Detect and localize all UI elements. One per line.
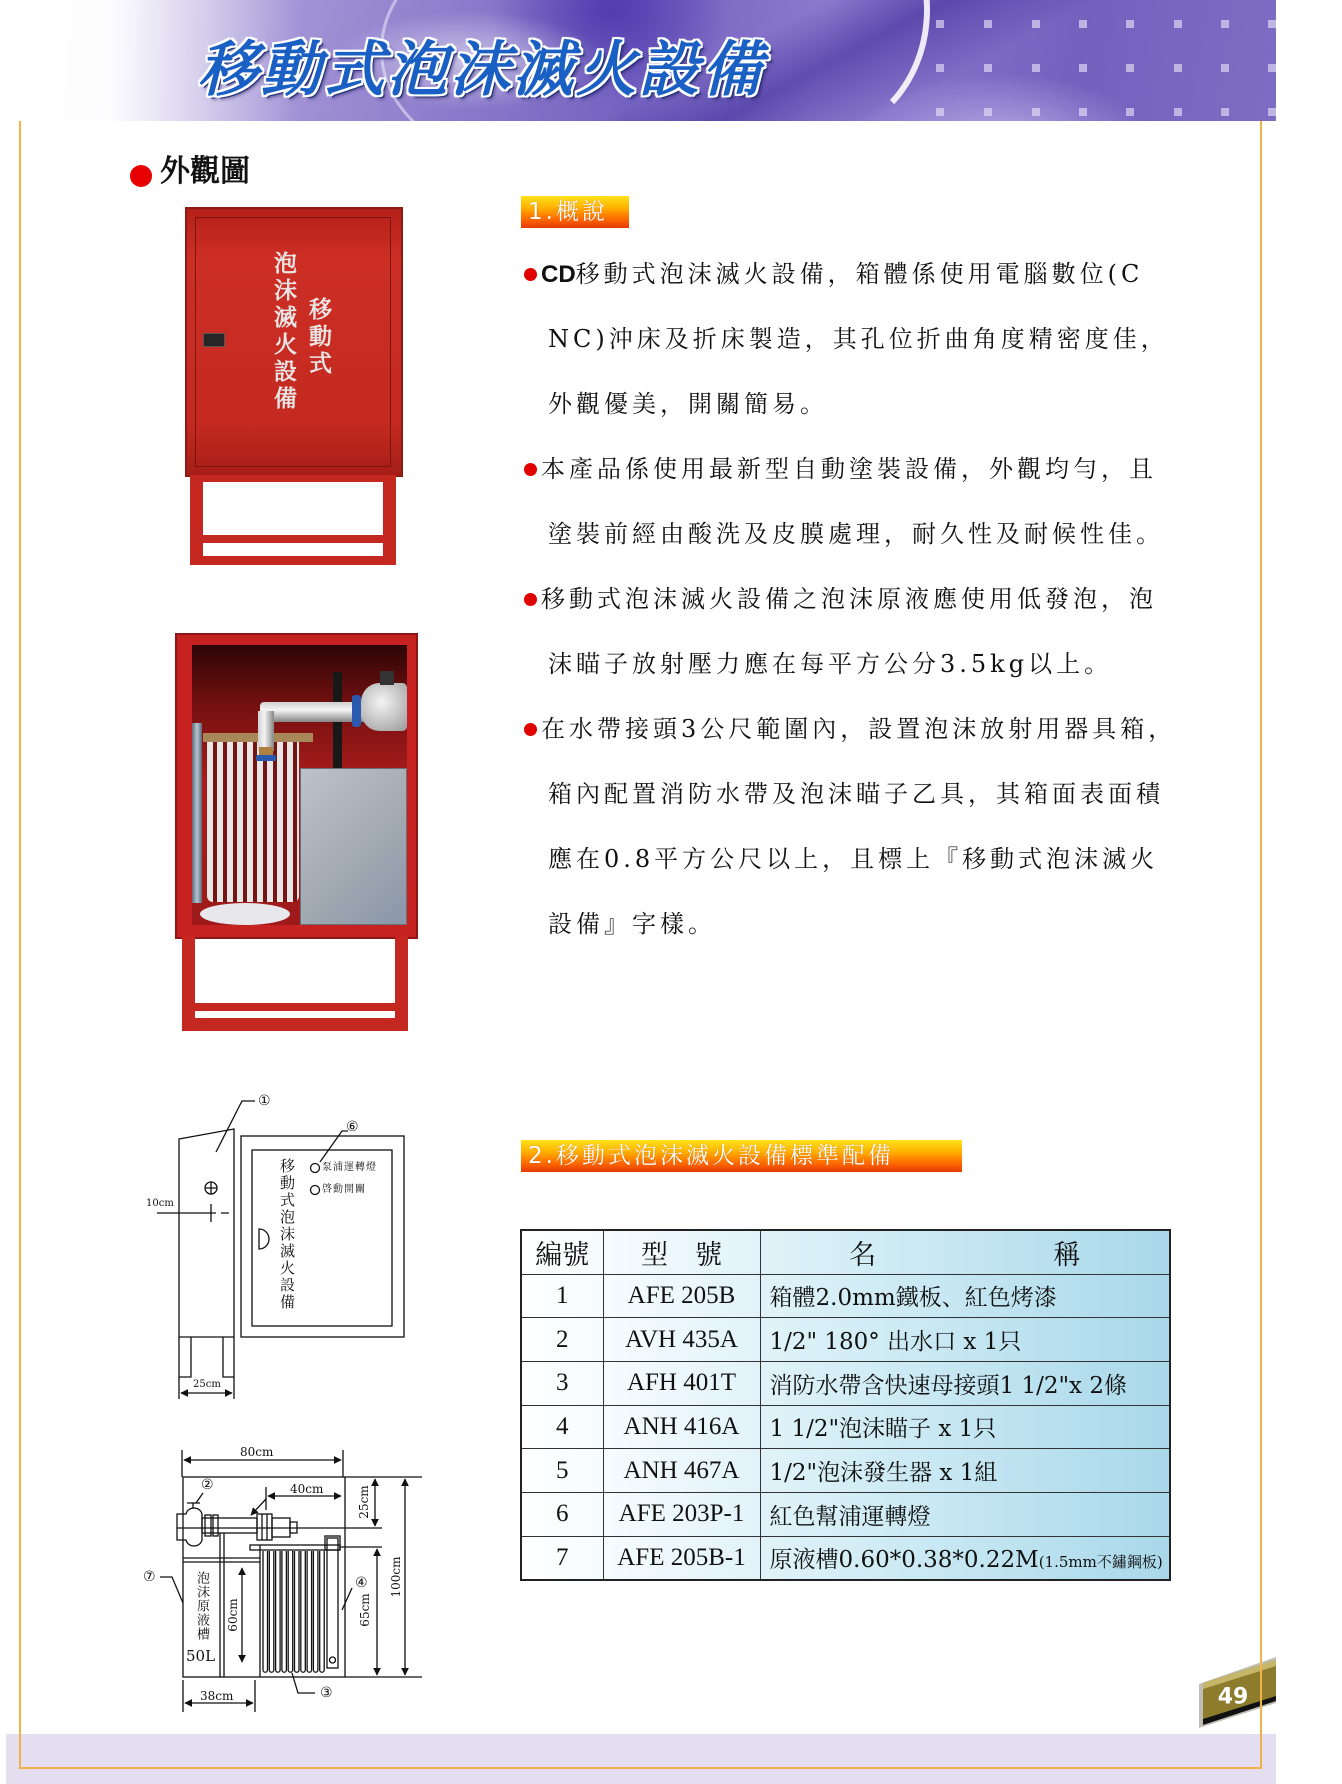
cell-model: AFE 203P-1 xyxy=(603,1492,760,1536)
bullet-line: 箱內配置消防水帶及泡沫瞄子乙具，其箱面表面積 xyxy=(548,780,1164,808)
cabinet-lock-icon xyxy=(203,333,225,347)
valve xyxy=(361,683,407,731)
footer-bar xyxy=(6,1734,1276,1784)
mount-hole-icon xyxy=(205,1182,217,1194)
callout-7: ⑦ xyxy=(143,1569,156,1585)
bullet-line: NC)沖床及折床製造，其孔位折曲角度精密度佳， xyxy=(548,325,1169,353)
stand-rail xyxy=(182,1018,408,1031)
cell-name: 1/2"泡沫發生器 x 1組 xyxy=(760,1449,1170,1493)
callout-leader xyxy=(216,1101,255,1152)
stand-rail xyxy=(190,556,396,565)
dimension-label: 65cm xyxy=(358,1593,372,1627)
stand-rail xyxy=(182,1003,408,1011)
dimension-label: 25cm xyxy=(357,1485,371,1519)
header-number: 編號 xyxy=(521,1230,603,1274)
table-row xyxy=(521,1405,1170,1449)
switch-label: 啓動開關 xyxy=(322,1184,366,1195)
cell-model: AVH 435A xyxy=(603,1318,760,1362)
stand-leg xyxy=(395,937,408,1031)
table-row xyxy=(521,1536,1170,1580)
cell-number: 1 xyxy=(521,1274,603,1318)
cell-model: ANH 467A xyxy=(603,1449,760,1493)
lamp-circle-icon xyxy=(311,1164,320,1173)
bullet-line: 設備』字樣。 xyxy=(548,910,716,938)
callout-6: ⑥ xyxy=(346,1119,359,1135)
dimension-label: 40cm xyxy=(290,1482,324,1496)
panel-vertical-text: 移動式泡沫滅火設備 xyxy=(278,1158,296,1311)
callout-leader xyxy=(292,1673,315,1693)
red-bullet-icon xyxy=(130,165,152,187)
cell-number: 4 xyxy=(521,1405,603,1449)
cabinet-label-main: 泡沫滅火設備 xyxy=(270,251,296,413)
bullet-text: 移動式泡沫滅火設備，箱體係使用電腦數位(C xyxy=(575,260,1144,288)
stand-rail xyxy=(190,475,396,482)
section-heading-appearance: 外觀圖 xyxy=(160,154,250,189)
table-row xyxy=(521,1318,1170,1362)
stand-leg xyxy=(190,475,203,565)
stand-leg xyxy=(383,475,396,565)
dimension-label: 25cm xyxy=(193,1379,221,1390)
callout-leader xyxy=(196,1493,203,1503)
pipe-assembly xyxy=(177,1503,297,1546)
folded-hose xyxy=(207,742,299,902)
cell-name: 紅色幫浦運轉燈 xyxy=(760,1492,1170,1536)
callout-1: ① xyxy=(258,1093,271,1109)
cell-name: 消防水帶含快速母接頭1 1/2"x 2條 xyxy=(760,1361,1170,1405)
header-name-part: 稱 xyxy=(1053,1239,1081,1271)
cell-model: ANH 416A xyxy=(603,1405,760,1449)
dimension-label: 10cm xyxy=(146,1198,174,1209)
header-name-part: 名 xyxy=(849,1239,877,1271)
cell-name: 箱體2.0mm鐵板、紅色烤漆 xyxy=(760,1274,1170,1318)
dimension-label: 80cm xyxy=(240,1445,274,1459)
callout-leader xyxy=(160,1577,183,1603)
lamp-label: 泵浦運轉燈 xyxy=(322,1162,377,1173)
bullet-line xyxy=(520,437,1200,502)
section-label-standard-equipment: 2.移動式泡沫滅火設備標準配備 xyxy=(521,1140,962,1172)
tank-label: 泡沫原液槽 xyxy=(194,1571,209,1641)
bullet-text: 本產品係使用最新型自動塗裝設備，外觀均勻，且 xyxy=(541,455,1157,483)
cell-number: 7 xyxy=(521,1536,603,1580)
cell-number: 3 xyxy=(521,1361,603,1405)
page-number: 49 xyxy=(1217,1684,1249,1710)
header-model: 型 號 xyxy=(603,1230,760,1274)
pipe-elbow xyxy=(258,711,274,751)
table-row xyxy=(521,1274,1170,1318)
vertical-pipe xyxy=(220,1533,224,1677)
overview-bullet-list xyxy=(520,242,1200,957)
red-bullet-icon xyxy=(524,463,537,476)
cell-name-note: (1.5mm不鏽鋼板) xyxy=(1038,1553,1163,1572)
switch-circle-icon xyxy=(311,1186,320,1195)
photo-closed-cabinet xyxy=(185,207,405,565)
cabinet-label-side: 移動式 xyxy=(305,297,331,378)
bullet-line: 外觀優美，開關簡易。 xyxy=(548,390,828,418)
hose-rack-pole xyxy=(192,723,202,903)
cell-name: 1 1/2"泡沫瞄子 x 1只 xyxy=(760,1405,1170,1449)
red-bullet-icon xyxy=(524,723,537,736)
cell-number: 6 xyxy=(521,1492,603,1536)
hose-roll xyxy=(200,903,290,925)
coupling-ring xyxy=(256,755,276,761)
dimension-label: 100cm xyxy=(389,1556,403,1598)
table-row xyxy=(521,1492,1170,1536)
valve-handle-icon xyxy=(380,671,394,685)
front-panel-inner xyxy=(252,1150,392,1326)
stand-rail xyxy=(190,535,396,543)
cell-name: 1/2" 180° 出水口 x 1只 xyxy=(760,1318,1170,1362)
dimension-label: 60cm xyxy=(226,1598,240,1632)
cell-model: AFE 205B xyxy=(603,1274,760,1318)
callout-leader xyxy=(342,1588,352,1610)
coupling-ring xyxy=(352,695,361,727)
nozzle xyxy=(325,1536,340,1668)
table-row xyxy=(521,1361,1170,1405)
bullet-line: 塗裝前經由酸洗及皮膜處理，耐久性及耐候性佳。 xyxy=(548,520,1164,548)
table-header-row xyxy=(521,1230,1170,1274)
red-bullet-icon xyxy=(524,593,537,606)
stand-leg xyxy=(182,937,195,1031)
bullet-text: 在水帶接頭3公尺範圍內，設置泡沫放射用器具箱， xyxy=(541,715,1177,743)
cell-name xyxy=(760,1536,1170,1580)
callout-3: ③ xyxy=(320,1685,333,1701)
cell-name-main: 原液槽0.60*0.38*0.22M xyxy=(769,1547,1039,1574)
banner-dot-pattern xyxy=(936,20,944,28)
bullet-lead: CD xyxy=(541,261,576,288)
tank-capacity: 50L xyxy=(186,1647,216,1665)
section-label-overview: 1.概說 xyxy=(521,196,629,228)
folded-hose xyxy=(263,1551,324,1672)
header-banner xyxy=(0,0,1276,121)
callout-2: ② xyxy=(201,1477,214,1493)
foam-tank xyxy=(300,768,407,925)
equipment-table xyxy=(520,1229,1171,1581)
cell-model: AFH 401T xyxy=(603,1361,760,1405)
table-row xyxy=(521,1449,1170,1493)
page-title: 移動式泡沫滅火設備 xyxy=(198,35,765,105)
red-bullet-icon xyxy=(524,268,537,281)
photo-open-cabinet xyxy=(173,631,420,1035)
tank-top xyxy=(183,1558,260,1562)
bullet-line xyxy=(520,697,1200,762)
door-handle-icon xyxy=(259,1229,269,1249)
cell-number: 5 xyxy=(521,1449,603,1493)
side-panel xyxy=(179,1129,234,1337)
bullet-text: 移動式泡沫滅火設備之泡沫原液應使用低發泡，泡 xyxy=(541,585,1157,613)
bullet-line xyxy=(520,242,1200,307)
dimension-label: 38cm xyxy=(200,1689,234,1703)
callout-4: ④ xyxy=(355,1575,368,1591)
side-legs xyxy=(179,1337,234,1377)
callout-leader xyxy=(251,1499,266,1515)
bullet-line xyxy=(520,567,1200,632)
cell-number: 2 xyxy=(521,1318,603,1362)
bullet-line: 應在0.8平方公尺以上，且標上『移動式泡沫滅火 xyxy=(548,845,1159,873)
bullet-line: 沫瞄子放射壓力應在每平方公分3.5kg以上。 xyxy=(548,650,1113,678)
header-name xyxy=(760,1230,1170,1274)
cell-model: AFE 205B-1 xyxy=(603,1536,760,1580)
diagram-interior-layout xyxy=(140,1430,430,1720)
